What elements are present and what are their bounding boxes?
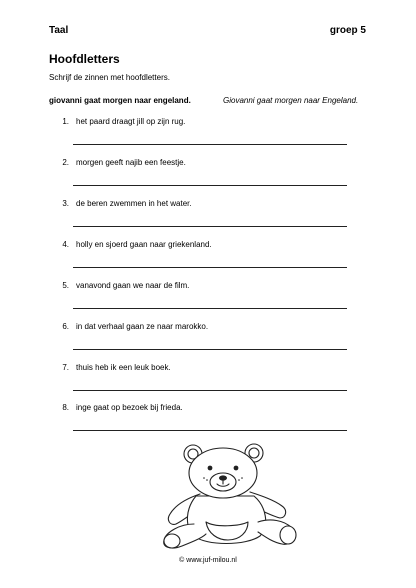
exercise-number: 1. [62,117,69,126]
answer-line-2[interactable] [73,185,347,186]
exercise-item-5 [0,281,416,321]
bear-nose [219,475,227,480]
exercise-item-1 [0,117,416,157]
exercise-sentence: holly en sjoerd gaan naar griekenland. [76,240,212,249]
subject-label: Taal [49,25,69,36]
exercise-sentence: inge gaat op bezoek bij frieda. [76,403,183,412]
exercise-number: 4. [62,240,69,249]
teddy-bear-illustration [160,440,300,552]
exercise-number: 2. [62,158,69,167]
exercise-sentence: thuis heb ik een leuk boek. [76,363,171,372]
answer-line-1[interactable] [73,144,347,145]
exercise-item-4 [0,240,416,280]
exercise-item-6 [0,322,416,362]
exercise-sentence: morgen geeft najib een feestje. [76,158,186,167]
exercise-number: 7. [62,363,69,372]
answer-line-8[interactable] [73,430,347,431]
answer-line-3[interactable] [73,226,347,227]
answer-line-6[interactable] [73,349,347,350]
page-title: Hoofdletters [49,52,120,66]
exercise-sentence: in dat verhaal gaan ze naar marokko. [76,322,209,331]
instruction-text: Schrijf de zinnen met hoofdletters. [49,73,170,82]
example-answer: Giovanni gaat morgen naar Engeland. [223,96,359,105]
bear-right-leg [258,520,296,544]
exercise-sentence: het paard draagt jill op zijn rug. [76,117,186,126]
exercise-number: 8. [62,403,69,412]
exercise-item-2 [0,158,416,198]
example-sentence: giovanni gaat morgen naar engeland. [49,96,191,105]
exercise-number: 3. [62,199,69,208]
group-label: groep 5 [329,25,366,36]
exercise-item-8 [0,403,416,443]
exercise-number: 5. [62,281,69,290]
exercise-item-3 [0,199,416,239]
answer-line-7[interactable] [73,390,347,391]
answer-line-5[interactable] [73,308,347,309]
copyright-footer: © www.juf-milou.nl [179,557,237,564]
exercise-sentence: de beren zwemmen in het water. [76,199,192,208]
answer-line-4[interactable] [73,267,347,268]
exercise-item-7 [0,363,416,403]
exercise-number: 6. [62,322,69,331]
exercise-sentence: vanavond gaan we naar de film. [76,281,190,290]
